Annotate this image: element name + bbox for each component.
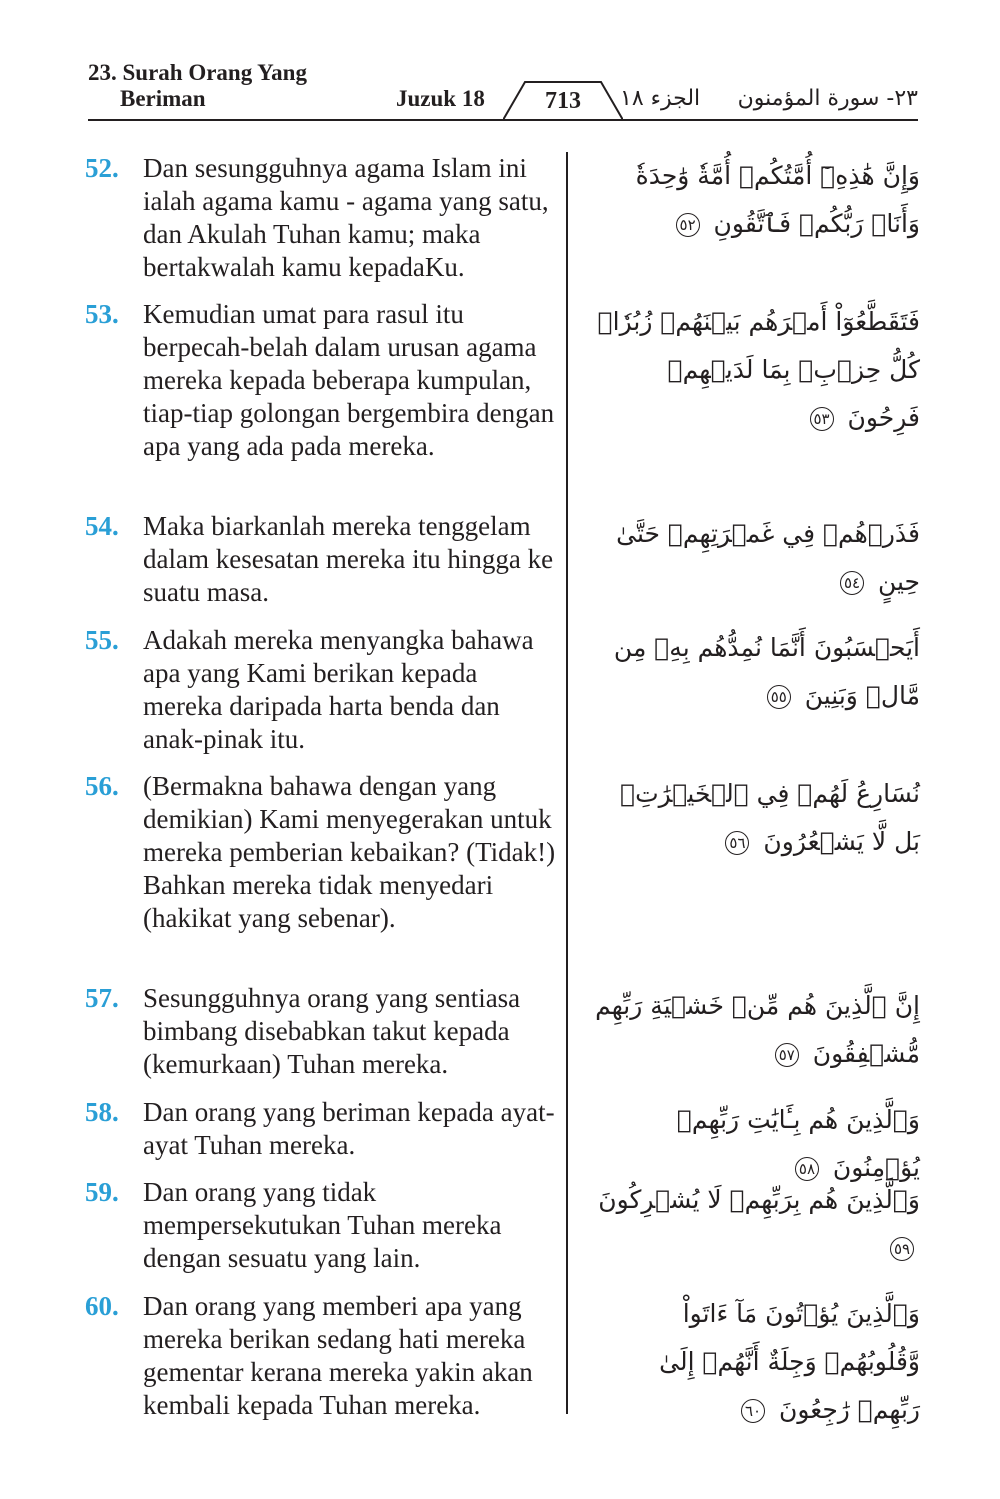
verse-arabic	[590, 298, 920, 442]
ayah-marker: ٥٢	[676, 213, 700, 237]
page-number: 713	[545, 88, 581, 114]
arabic-text: وَٱلَّذِينَ يُؤۡتُونَ مَآ ءَاتَواْ وَّقُلُوبُهُمۡ وَجِلَةٌ أَنَّهُمۡ إِلَىٰ رَبِّهِمۡ رَٰجِعُونَ	[659, 1299, 920, 1424]
verse-number: 59.	[85, 1177, 119, 1207]
verse-arabic	[590, 1176, 920, 1272]
verse-arabic	[590, 624, 920, 720]
verse-translation: Dan orang yang beriman kepada ayat-ayat Tuhan mereka.	[143, 1097, 555, 1160]
verse-arabic	[590, 770, 920, 866]
page-header	[88, 60, 918, 122]
surah-arabic: ٢٣- سورة المؤمنون	[737, 86, 918, 111]
verse-translation: (Bermakna bahawa dengan yang demikian) Kami menyegerakan untuk mereka pemberian kebaikan? (Tidak!) Bahkan mereka tidak menyedari (hakikat yang sebenar).	[143, 771, 556, 933]
arabic-text: أَيَحۡسَبُونَ أَنَّمَا نُمِدُّهُم بِهِۦ مِن مَّالٖ وَبَنِينَ	[613, 633, 920, 710]
verse-translation: Dan sesungguhnya agama Islam ini ialah agama kamu - agama yang satu, dan Akulah Tuhan kamu; maka bertakwalah kamu kepadaKu.	[143, 153, 549, 282]
ayah-marker: ٦٠	[741, 1399, 765, 1423]
verse-arabic	[590, 1290, 920, 1434]
ayah-marker: ٥٨	[795, 1157, 819, 1181]
surah-title	[88, 60, 307, 112]
arabic-text: فَذَرۡهُمۡ فِي غَمۡرَتِهِمۡ حَتَّىٰ حِينٍ	[616, 519, 920, 596]
header-rule	[88, 119, 918, 121]
verse-translation: Dan orang yang memberi apa yang mereka berikan sedang hati mereka gementar kerana mereka yakin akan kembali kepada Tuhan mereka.	[143, 1291, 533, 1420]
verse-number: 56.	[85, 771, 119, 801]
juz-label: Juzuk 18	[396, 86, 485, 111]
ayah-marker: ٥٧	[775, 1043, 799, 1067]
verse-number: 54.	[85, 511, 119, 541]
arabic-text: إِنَّ ٱلَّذِينَ هُم مِّنۡ خَشۡيَةِ رَبِّهِم مُّشۡفِقُونَ	[595, 991, 920, 1068]
ayah-marker: ٥٤	[840, 571, 864, 595]
arabic-text: نُسَارِعُ لَهُمۡ فِي ٱلۡخَيۡرَٰتِۚ بَل لَّا يَشۡعُرُونَ	[620, 779, 920, 856]
verse-number: 60.	[85, 1291, 119, 1321]
ayah-marker: ٥٩	[890, 1237, 914, 1261]
verse-number: 55.	[85, 625, 119, 655]
ayah-marker: ٥٣	[810, 407, 834, 431]
verse-translation: Kemudian umat para rasul itu berpecah-belah dalam urusan agama mereka kepada beberapa kumpulan, tiap-tiap golongan bergembira dengan apa yang ada pada mereka.	[143, 299, 555, 461]
verse-number: 57.	[85, 983, 119, 1013]
arabic-text: وَٱلَّذِينَ هُم بِرَبِّهِمۡ لَا يُشۡرِكُونَ	[598, 1185, 920, 1214]
verse-arabic	[590, 510, 920, 606]
column-divider	[566, 152, 568, 1414]
arabic-text: وَٱلَّذِينَ هُم بِـَٔايَٰتِ رَبِّهِمۡ يُؤۡمِنُونَ	[676, 1105, 920, 1182]
ayah-marker: ٥٥	[767, 685, 791, 709]
verse-translation: Maka biarkanlah mereka tenggelam dalam kesesatan mereka itu hingga ke suatu masa.	[143, 511, 554, 607]
ayah-marker: ٥٦	[725, 831, 749, 855]
verse-number: 53.	[85, 299, 119, 329]
verse-number: 52.	[85, 153, 119, 183]
surah-title-line2: Beriman	[120, 86, 206, 111]
verse-translation: Dan orang yang tidak mempersekutukan Tuhan mereka dengan sesuatu yang lain.	[143, 1177, 502, 1273]
surah-title-line1: 23. Surah Orang Yang	[88, 60, 307, 85]
verse-arabic	[590, 152, 920, 248]
arabic-text: فَتَقَطَّعُوٓاْ أَمۡرَهُم بَيۡنَهُمۡ زُبُرٗاۖ كُلُّ حِزۡبِۭ بِمَا لَدَيۡهِمۡ فَرِحُونَ	[597, 307, 920, 432]
verse-translation: Adakah mereka menyangka bahawa apa yang Kami berikan kepada mereka daripada harta benda dan anak-pinak itu.	[143, 625, 534, 754]
arabic-text: وَإِنَّ هَٰذِهِۦٓ أُمَّتُكُمۡ أُمَّةٗ وَٰحِدَةٗ وَأَنَا۠ رَبُّكُمۡ فَٱتَّقُونِ	[635, 161, 920, 238]
verse-number: 58.	[85, 1097, 119, 1127]
verse-arabic	[590, 982, 920, 1078]
juz-arabic: الجزء ١٨	[620, 86, 701, 111]
verse-translation: Sesungguhnya orang yang sentiasa bimbang disebabkan takut kepada (kemurkaan) Tuhan mereka.	[143, 983, 521, 1079]
